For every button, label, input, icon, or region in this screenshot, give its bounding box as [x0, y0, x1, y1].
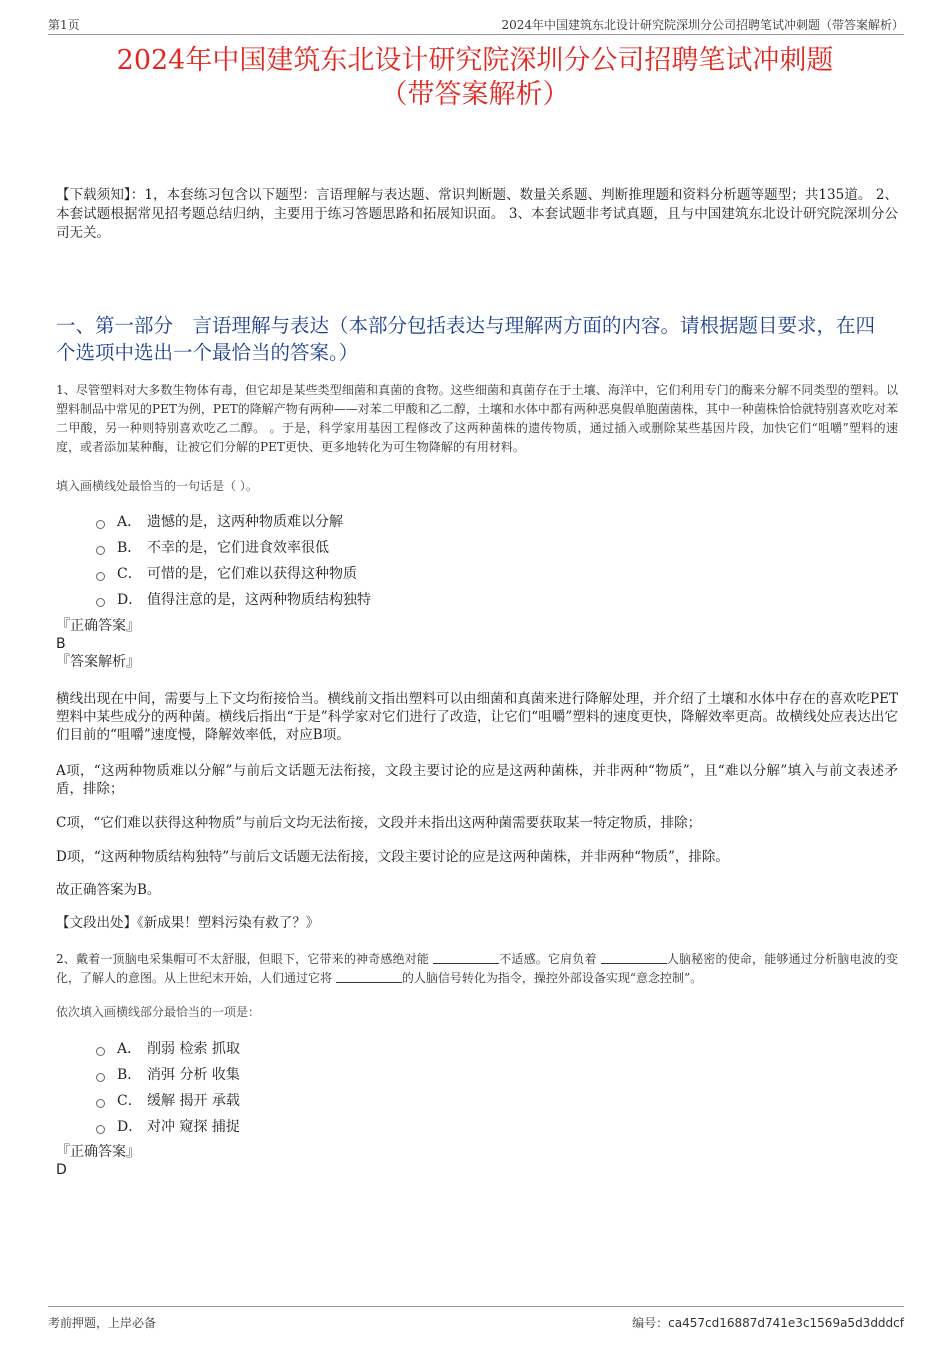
- question-2-options: [96, 1035, 240, 1139]
- question-2-prompt: [56, 1004, 898, 1020]
- q1-analysis-label: 『答案解析』: [56, 654, 140, 670]
- q2-answer-label: 『正确答案』: [56, 1144, 140, 1160]
- fill-blank: [601, 951, 667, 964]
- q1-source: 【文段出处】《新成果！塑料污染有救了？》: [56, 915, 320, 931]
- question-1-ask: 填入画横线处最恰当的一句话是（ ）。: [56, 479, 258, 493]
- q2-option-b[interactable]: B． 消弭 分析 收集: [96, 1061, 240, 1087]
- radio-icon[interactable]: [96, 520, 105, 529]
- section-heading: 一、第一部分 言语理解与表达（本部分包括表达与理解两方面的内容。请根据题目要求，在四个选项中选出一个最恰当的答案。）: [56, 314, 876, 364]
- header-doc-title: 2024年中国建筑东北设计研究院深圳分公司招聘笔试冲刺题（带答案解析）: [501, 18, 904, 32]
- q1-option-a[interactable]: A． 遗憾的是，这两种物质难以分解: [96, 508, 371, 534]
- q2-option-a[interactable]: A． 削弱 检索 抓取: [96, 1035, 240, 1061]
- q1-analysis-5: 故正确答案为B。: [56, 882, 161, 898]
- question-2-text: 2、戴着一顶脑电采集帽可不太舒服，但眼下，它带来的神奇感绝对能 不适感。它肩负着 人脑秘密的使命，能够通过分析脑电波的变化，了解人的意图。从上世纪末开始，人们通过它将 的人脑信号转化为指令，操控外部设备实现“意念控制”。: [56, 952, 898, 985]
- question-1-prompt: [56, 478, 898, 494]
- q1-option-b[interactable]: B． 不幸的是，它们进食效率很低: [96, 534, 371, 560]
- document-title: [40, 44, 910, 112]
- question-1-text: 1、尽管塑料对大多数生物体有毒，但它却是某些类型细菌和真菌的食物。这些细菌和真菌存在于土壤、海洋中，它们利用专门的酶来分解不同类型的塑料。以塑料制品中常见的PET为例，PET的降解产物有两种——对苯二甲酸和乙二醇，土壤和水体中都有两种恶臭假单胞菌菌株，其中一种菌株恰恰就特别喜欢吃对苯二甲酸，另一种则特别喜欢吃乙二醇。 。于是，科学家用基因工程修改了这两种菌株的遗传物质，通过插入或删除某些基因片段，加快它们“咀嚼”塑料的速度，或者添加某种酶，让被它们分解的PET更快、更多地转化为可生物降解的有用材料。: [56, 383, 898, 454]
- title-line-2: （带答案解析）: [380, 79, 570, 110]
- q2-option-d[interactable]: D． 对冲 窥探 捕捉: [96, 1113, 240, 1139]
- fill-blank: [336, 970, 402, 983]
- question-2: [56, 950, 898, 988]
- fill-blank: [433, 951, 499, 964]
- radio-icon[interactable]: [96, 1099, 105, 1108]
- q1-answer: B: [56, 636, 66, 652]
- question-2-ask: 依次填入画横线部分最恰当的一项是：: [56, 1005, 261, 1019]
- title-line-1: 2024年中国建筑东北设计研究院深圳分公司招聘笔试冲刺题: [116, 45, 834, 76]
- radio-icon[interactable]: [96, 1125, 105, 1134]
- radio-icon[interactable]: [96, 598, 105, 607]
- page-number: 第1页: [48, 18, 80, 32]
- question-1: [56, 381, 898, 457]
- page-footer: [48, 1306, 904, 1331]
- q1-analysis-3: C项，“它们难以获得这种物质”与前后文均无法衔接，文段并未指出这两种菌需要获取某一特定物质，排除；: [56, 815, 702, 831]
- q1-option-d[interactable]: D． 值得注意的是，这两种物质结构独特: [96, 586, 371, 612]
- download-notice: 【下载须知】：1，本套练习包含以下题型：言语理解与表达题、常识判断题、数量关系题、判断推理题和资料分析题等题型；共135道。 2、本套试题根据常见招考题总结归纳，主要用于练习答题思路和拓展知识面。 3、本套试题非考试真题，且与中国建筑东北设计研究院深圳分公司无关。: [56, 187, 898, 241]
- radio-icon[interactable]: [96, 1047, 105, 1056]
- footer-slogan: 考前押题，上岸必备: [48, 1316, 157, 1330]
- q2-answer: D: [56, 1162, 67, 1178]
- radio-icon[interactable]: [96, 1073, 105, 1082]
- q1-option-c[interactable]: C． 可惜的是，它们难以获得这种物质: [96, 560, 371, 586]
- q1-analysis-2: A项，“这两种物质难以分解”与前后文话题无法衔接，文段主要讨论的应是这两种菌株，并非两种“物质”，且“难以分解”填入与前文表述矛盾，排除；: [56, 763, 898, 797]
- q1-analysis-1: 横线出现在中间，需要与上下文均衔接恰当。横线前文指出塑料可以由细菌和真菌来进行降解处理，并介绍了土壤和水体中存在的喜欢吃PET塑料中某些成分的两种菌。横线后指出“于是”科学家对它们进行了改造，让它们“咀嚼”塑料的速度更快，降解效率更高。故横线处应表达出它们目前的“咀嚼”速度慢，降解效率低，对应B项。: [56, 691, 898, 743]
- page-header: [48, 14, 904, 35]
- q1-analysis-4: D项，“这两种物质结构独特”与前后文话题无法衔接，文段主要讨论的应是这两种菌株，并非两种“物质”，排除。: [56, 849, 729, 865]
- footer-code: 编号：ca457cd16887d741e3c1569a5d3dddcf: [632, 1316, 904, 1330]
- q2-answer-block: [56, 1143, 898, 1178]
- radio-icon[interactable]: [96, 546, 105, 555]
- q1-answer-block: [56, 617, 898, 672]
- q2-option-c[interactable]: C． 缓解 揭开 承载: [96, 1087, 240, 1113]
- q1-answer-label: 『正确答案』: [56, 618, 140, 634]
- question-1-options: [96, 508, 371, 612]
- radio-icon[interactable]: [96, 572, 105, 581]
